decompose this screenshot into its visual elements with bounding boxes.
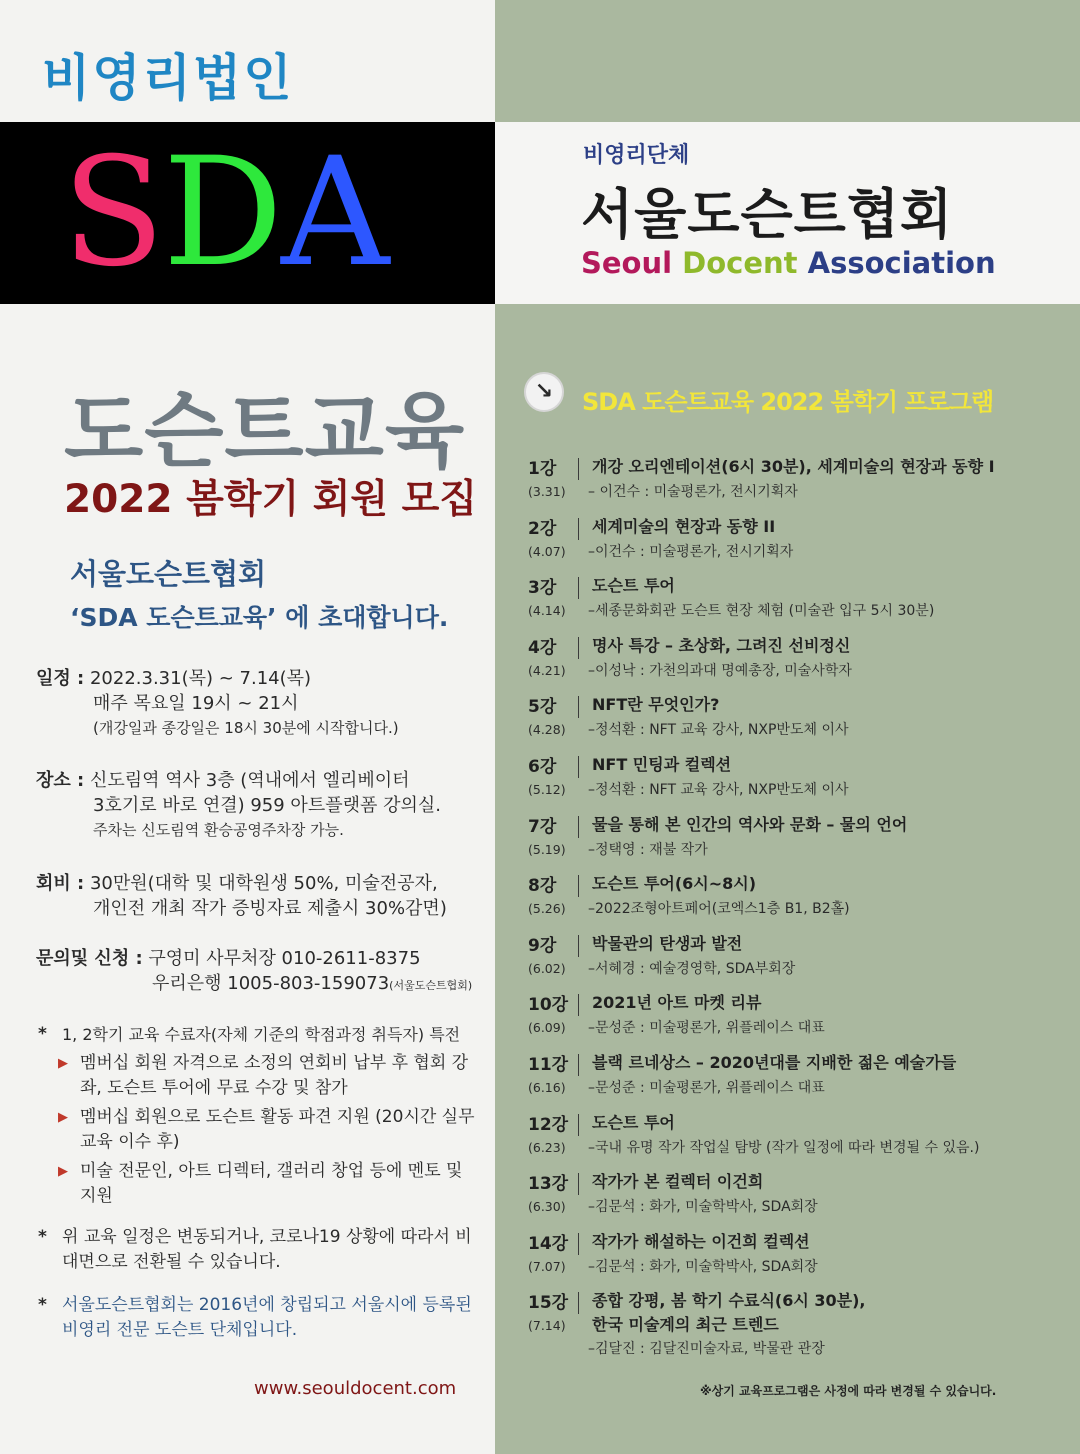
lecture-title: 도슨트 투어 [592,1112,675,1132]
lecture-title: NFT란 무엇인가? [592,695,720,715]
lecture-divider [578,816,579,838]
schedule-change-text: 위 교육 일정은 변동되거나, 코로나19 상황에 따라서 비대면으로 전환될 수 있습니다. [62,1227,472,1272]
lecture-speaker: –정석환 : NFT 교육 강사, NXP반도체 이사 [588,781,849,798]
lecture-speaker: –서혜경 : 예술경영학, SDA부회장 [588,960,796,977]
npo-label: 비영리법인 [42,49,294,107]
lecture-title: 도슨트 투어(6시~8시) [592,874,757,894]
lecture-number: 10강 [528,995,569,1016]
lecture-row [528,812,1068,872]
lecture-number: 14강 [528,1233,569,1254]
lecture-row [528,633,1068,693]
lecture-speaker: –2022조형아트페어(코엑스1층 B1, B2홀) [588,901,850,918]
note-about [38,1293,478,1343]
lecture-row [528,573,1068,633]
program-title: SDA 도슨트교육 2022 봄학기 프로그램 [582,388,994,416]
lecture-divider [578,458,579,480]
contact-label: 문의및 신청 : [36,948,143,969]
fee-label: 회비 : [36,873,85,894]
lecture-speaker: –국내 유명 작가 작업실 탐방 (작가 일정에 따라 변경될 수 있음.) [588,1139,980,1156]
lecture-date: (5.19) [528,841,566,857]
invite-line-2: ‘SDA 도슨트교육’ 에 초대합니다. [70,603,449,632]
lecture-date: (6.02) [528,960,566,976]
lecture-speaker: –문성준 : 미술평론가, 위플레이스 대표 [588,1079,825,1096]
note-schedule-change [38,1225,478,1275]
recruit-heading: 2022 봄학기 회원 모집 [64,477,477,522]
lecture-number: 1강 [528,459,557,479]
place-line-1: 신도림역 역사 3층 (역내에서 엘리베이터 [84,770,410,791]
association-name: 서울도슨트협회 [581,183,954,246]
lecture-number: 7강 [528,816,557,837]
fee-line-2: 개인전 개최 작가 증빙자료 제출시 30%감면) [93,898,447,919]
contact-line-1: 구영미 사무처장 010-2611-8375 [142,948,421,969]
lecture-title: 개강 오리엔테이션(6시 30분), 세계미술의 현장과 동향 I [592,457,995,476]
fee-info [36,871,447,921]
about-text: 서울도슨트협회는 2016년에 창립되고 서울시에 등록된 비영리 전문 도슨트 단체입니다. [62,1295,472,1340]
lecture-number: 12강 [528,1114,569,1135]
lecture-title: 물을 통해 본 인간의 역사와 문화 – 물의 언어 [592,814,908,834]
lecture-speaker: –김문석 : 화가, 미술학박사, SDA회장 [588,1258,818,1275]
lecture-row [528,931,1068,991]
lecture-row [528,990,1068,1050]
lecture-row [528,1110,1068,1170]
lecture-divider [578,756,579,778]
assoc-en-association: Association [807,246,996,280]
assoc-en-seoul: Seoul [581,246,683,280]
place-label: 장소 : [36,770,85,791]
logo-letter-a: A [281,126,388,300]
invite-line-1: 서울도슨트협회 [70,557,267,591]
lecture-date: (4.28) [528,722,566,738]
lecture-date: (6.30) [528,1199,566,1215]
lecture-date: (7.14) [528,1318,566,1334]
lecture-speaker: – 이건수 : 미술평론가, 전시기획자 [588,484,798,500]
lecture-speaker: –정택영 : 재불 작가 [588,841,708,858]
bank-account-number: 우리은행 1005-803-159073 [152,973,390,994]
lecture-title: 종합 강평, 봄 학기 수료식(6시 30분), [592,1291,866,1311]
lecture-speaker: –김문석 : 화가, 미술학박사, SDA회장 [588,1199,818,1216]
benefit-item [38,1159,478,1209]
lecture-row [528,454,1068,514]
lecture-speaker: –김달진 : 김달진미술자료, 박물관 관장 [588,1341,825,1358]
logo-letter-s: S [62,126,163,300]
lecture-row [528,752,1068,812]
bank-account-holder: (서울도슨트협회) [389,979,473,992]
lecture-number: 6강 [528,756,557,777]
lecture-date: (4.21) [528,662,566,678]
schedule-dates: 2022.3.31(목) ~ 7.14(목) [84,668,312,689]
association-header [495,122,1080,304]
lecture-date: (5.26) [528,901,566,917]
place-info [36,768,441,843]
benefit-text: 멤버십 회원으로 도슨트 활동 파견 지원 (20시간 실무교육 이수 후) [80,1107,475,1152]
lecture-date: (5.12) [528,781,566,797]
logo-letter-d: D [162,126,282,300]
lecture-title: 도슨트 투어 [592,576,675,596]
benefit-item [38,1051,478,1101]
triangle-bullet-icon: ▶ [58,1164,68,1179]
place-line-3: 주차는 신도림역 환승공영주차장 가능. [93,821,344,839]
program-change-note: ※상기 교육프로그램은 사정에 따라 변경될 수 있습니다. [700,1384,997,1398]
association-english-name [581,246,996,280]
website-link[interactable]: www.seouldocent.com [254,1378,457,1399]
lecture-row [528,692,1068,752]
lecture-title: 작가가 해설하는 이건희 컬렉션 [592,1231,810,1251]
benefits-title: 1, 2학기 교육 수료자(자체 기준의 학점과정 취득자) 특전 [62,1025,461,1044]
lecture-number: 13강 [528,1174,569,1195]
lecture-divider [578,1054,579,1076]
schedule-label: 일정 : [36,668,85,689]
contact-info [36,946,472,998]
docent-education-title: 도슨트교육 [64,384,466,479]
lecture-row [528,1288,1068,1358]
lecture-number: 2강 [528,518,557,539]
sda-logo-text [62,128,387,298]
note-star-icon: * [38,1295,47,1315]
lecture-speaker: –이건수 : 미술평론가, 전시기획자 [588,543,794,560]
lecture-divider [578,1114,579,1136]
lecture-divider [578,1233,579,1255]
lecture-title: 작가가 본 컬렉터 이건희 [592,1172,764,1192]
fee-line-1: 30만원(대학 및 대학원생 50%, 미술전공자, [84,873,438,894]
note-star-icon: * [38,1024,47,1044]
lecture-title: 블랙 르네상스 – 2020년대를 지배한 젊은 예술가들 [592,1052,957,1072]
lecture-row [528,1229,1068,1289]
lecture-row [528,1050,1068,1110]
lecture-date: (6.16) [528,1079,566,1095]
lecture-row [528,514,1068,574]
lecture-divider [578,1173,579,1195]
lecture-divider [578,637,579,659]
lecture-divider [578,935,579,957]
lecture-number: 3강 [528,578,557,599]
lecture-date: (6.09) [528,1020,566,1036]
notes-section [38,1022,478,1353]
lecture-divider [578,577,579,599]
lecture-speaker: –세종문화회관 도슨트 현장 체험 (미술관 입구 5시 30분) [588,603,935,620]
lecture-number: 9강 [528,935,557,956]
lecture-number: 11강 [528,1054,569,1075]
schedule-time: 매주 목요일 19시 ~ 21시 [93,693,299,714]
lecture-speaker: –정석환 : NFT 교육 강사, NXP반도체 이사 [588,722,849,739]
triangle-bullet-icon: ▶ [58,1056,68,1071]
lecture-title: 세계미술의 현장과 동향 II [592,516,776,536]
bank-account [36,971,472,998]
lecture-number: 8강 [528,876,557,897]
lecture-date: (6.23) [528,1139,566,1155]
lecture-date: (7.07) [528,1258,566,1274]
lecture-divider [578,1292,579,1314]
place-line-2: 3호기로 바로 연결) 959 아트플랫폼 강의실. [93,795,441,816]
lecture-number: 4강 [528,637,557,658]
lecture-speaker: –이성낙 : 가천의과대 명예총장, 미술사학자 [588,662,852,679]
lecture-date: (3.31) [528,484,566,499]
assoc-en-docent: Docent [682,246,808,280]
lecture-number: 15강 [528,1293,569,1314]
lecture-row [528,1169,1068,1229]
lecture-speaker: –문성준 : 미술평론가, 위플레이스 대표 [588,1020,825,1037]
lecture-divider [578,994,579,1016]
lecture-date: (4.07) [528,543,566,559]
note-benefits [38,1022,478,1209]
benefit-text: 멤버십 회원 자격으로 소정의 연회비 납부 후 협회 강좌, 도슨트 투어에 무료 수강 및 참가 [80,1053,469,1098]
lecture-title-line-2: 한국 미술계의 최근 트렌드 [592,1315,779,1335]
schedule-info [36,666,399,741]
lecture-title: 박물관의 탄생과 발전 [592,933,743,953]
lecture-title: 2021년 아트 마켓 리뷰 [592,993,762,1013]
arrow-down-right-icon: ↘ [524,372,564,412]
lecture-row [528,871,1068,931]
benefit-item [38,1105,478,1155]
note-star-icon: * [38,1227,47,1247]
lecture-number: 5강 [528,697,557,718]
lecture-divider [578,696,579,718]
lecture-date: (4.14) [528,603,566,619]
benefit-text: 미술 전문인, 아트 디렉터, 갤러리 창업 등에 멘토 및 지원 [80,1161,463,1206]
sda-logo [0,122,495,304]
association-type: 비영리단체 [583,143,690,168]
lecture-divider [578,875,579,897]
lecture-title: 명사 특강 – 초상화, 그려진 선비정신 [592,635,851,655]
lecture-list [528,454,1068,1358]
triangle-bullet-icon: ▶ [58,1110,68,1125]
lecture-title: NFT 민팅과 컬렉션 [592,754,732,774]
schedule-note: (개강일과 종강일은 18시 30분에 시작합니다.) [93,719,399,737]
lecture-divider [578,518,579,540]
